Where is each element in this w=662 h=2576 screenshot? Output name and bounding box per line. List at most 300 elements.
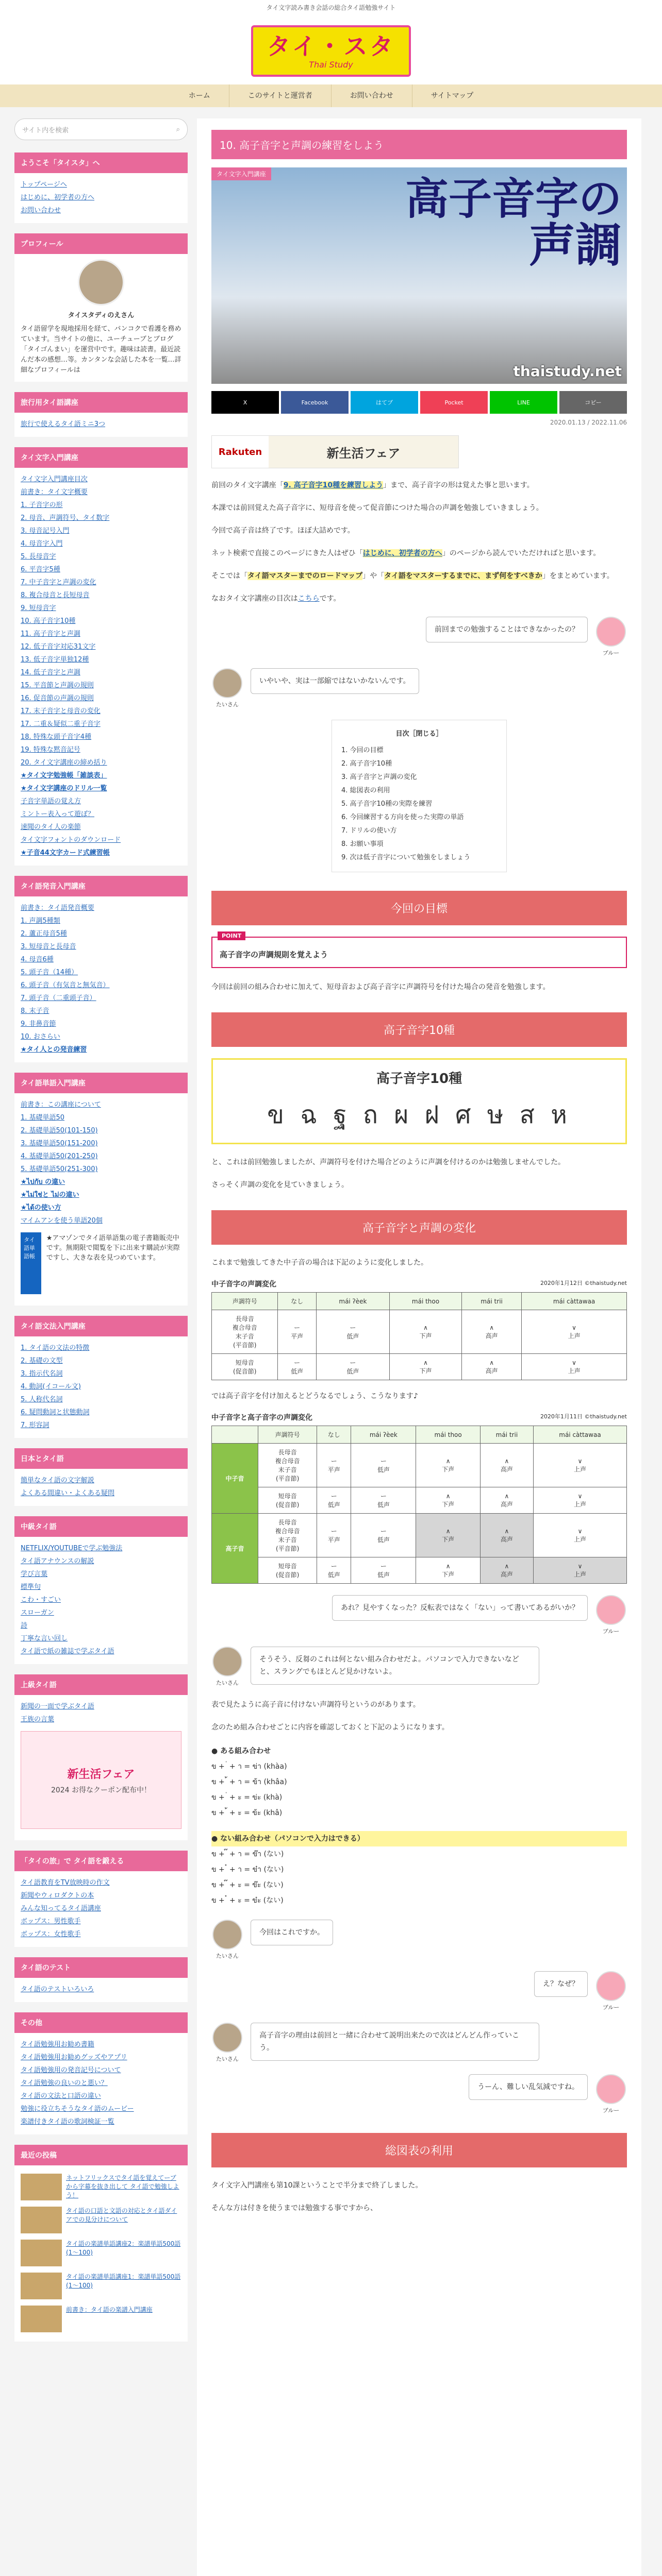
- recent-post[interactable]: [14, 2171, 188, 2204]
- share-button[interactable]: [281, 391, 349, 414]
- recent-post[interactable]: [14, 2236, 188, 2269]
- widget-study: [14, 1851, 188, 1947]
- section-heading: 高子音字と声調の変化: [211, 1210, 627, 1245]
- nav-sitemap[interactable]: サイトマップ: [412, 84, 492, 107]
- post-thumbnail: [21, 2306, 62, 2332]
- post-thumbnail: [21, 2273, 62, 2299]
- sidebar-link[interactable]: タイ文字入門講座目次: [21, 476, 88, 483]
- sidebar-link[interactable]: 13. 低子音字単独12種: [21, 656, 89, 664]
- avatar: [78, 259, 124, 306]
- share-label: はてブ: [376, 399, 393, 406]
- article: [197, 118, 641, 2576]
- example-item: ข + ๊ + ะ = ข๊ะ (ない): [211, 1881, 284, 1889]
- table-cell: ー 低声: [317, 1487, 351, 1514]
- toc-item[interactable]: 2. 高子音字10種: [341, 760, 392, 768]
- sidebar-link[interactable]: 6. 疑問動詞と状態動詞: [21, 1409, 90, 1416]
- table-cell: ∧ 高声: [480, 1557, 533, 1584]
- recent-post[interactable]: [14, 2204, 188, 2236]
- sidebar-link[interactable]: 17. 末子音字と母音の変化: [21, 707, 101, 715]
- widget-welcome: [14, 152, 188, 223]
- widget-heading: 旅行用タイ語講座: [14, 392, 188, 413]
- pig-avatar-icon: [596, 1595, 626, 1625]
- share-button[interactable]: [351, 391, 418, 414]
- paragraph: そんな方は付きを使うまでは勉強する事ですから、: [211, 2204, 377, 2212]
- ad-title: 新生活フェア: [67, 1768, 135, 1781]
- sidebar-link[interactable]: タイ語勉強用お勧め書籍: [21, 2041, 94, 2048]
- sidebar-link[interactable]: 19. 特殊な黙音記号: [21, 746, 80, 754]
- widget-advanced: [14, 1674, 188, 1840]
- example-item: ข + ้ + ะ = ข้ะ (khâ): [211, 1809, 283, 1817]
- sidebar-link[interactable]: 17. 二重＆疑似二重子音字: [21, 720, 101, 728]
- example-item: ข + ๋ + า = ข๋า (ない): [211, 1866, 284, 1874]
- table-cell: mái thoo: [389, 1293, 461, 1310]
- share-button[interactable]: [420, 391, 488, 414]
- chat-tai: [211, 1920, 627, 1960]
- speech-bubble: うーん、難しい乱気減ですね。: [469, 2074, 588, 2100]
- share-label: Pocket: [444, 399, 464, 406]
- sidebar-link[interactable]: 2. 母音、声調符号、タイ数字: [21, 514, 110, 522]
- speech-bubble: え？なぜ？: [534, 1971, 588, 1997]
- chat-blue: [211, 2074, 627, 2114]
- widget-vocab: [14, 1073, 188, 1306]
- sidebar-link[interactable]: 新聞の一面で学ぶタイ語: [21, 1703, 94, 1710]
- sidebar-link[interactable]: タイ語アナウンスの解説: [21, 1557, 94, 1565]
- share-button[interactable]: [490, 391, 557, 414]
- sidebar-link[interactable]: 4. 母音6種: [21, 956, 54, 963]
- share-buttons: [211, 391, 627, 414]
- sidebar-link[interactable]: タイ語で紙の雑誌で学ぶタイ語: [21, 1648, 114, 1655]
- sidebar-link[interactable]: 前書き：タイ語発音概要: [21, 904, 94, 912]
- widget-travel: [14, 392, 188, 437]
- table-cell: ー 低声: [278, 1354, 316, 1380]
- sidebar-link[interactable]: タイ文字フォントのダウンロード: [21, 836, 121, 844]
- paragraph: では高子音字を付け加えるとどうなるでしょう、こうなります♪: [211, 1392, 418, 1400]
- site-logo[interactable]: [251, 25, 411, 77]
- post-title[interactable]: タイ語の楽譜単語講座1：楽譜単語500語(1〜100): [66, 2273, 181, 2289]
- post-title[interactable]: タイ語の口語と文語の対応とタイ語ダイアでの見分けについて: [66, 2207, 177, 2223]
- paragraph: さっそく声調の変化を見ていきましょう。: [211, 1181, 349, 1189]
- sidebar-link[interactable]: タイ語勉強の良いのと悪い？: [21, 2079, 108, 2087]
- sidebar-link[interactable]: 4. 基礎単語50(201-250): [21, 1153, 98, 1160]
- nav-home[interactable]: ホーム: [188, 92, 210, 100]
- paragraph: タイ文字入門講座も第10課ということで半分まで終了しました。: [211, 2181, 423, 2190]
- sidebar-link[interactable]: 12. 低子音字対応31文字: [21, 643, 96, 651]
- table-title: 中子音字と高子音字の声調変化 2020年1月11日 ©thaistudy.net: [211, 1413, 627, 1422]
- sidebar-link[interactable]: 詩: [21, 1622, 28, 1630]
- widget-pronunciation: [14, 876, 188, 1062]
- article-title: 10. 高子音字と声調の練習をしよう: [211, 130, 627, 159]
- group-label: 中子音: [212, 1444, 258, 1514]
- sidebar-link[interactable]: はじめに、初学者の方へ: [21, 194, 95, 201]
- table-cell: mái càttawaa: [522, 1293, 627, 1310]
- paragraph: 表で見たように高子音に付けない声調符号というのがあります。: [211, 1701, 420, 1709]
- table-cell: 短母音 (促音節): [258, 1487, 317, 1514]
- pig-avatar-icon: [596, 617, 626, 647]
- sidebar-link[interactable]: ★タイ人との発音練習: [21, 1046, 87, 1054]
- table-cell: ー 低声: [351, 1444, 416, 1487]
- sidebar-link[interactable]: 7. 中子音字と声調の変化: [21, 579, 96, 586]
- person-avatar-icon: [212, 668, 242, 698]
- point-tag: POINT: [218, 931, 245, 940]
- sidebar-link[interactable]: 15. 平音節と声調の規則: [21, 682, 94, 689]
- prev-lesson-link[interactable]: 9. 高子音字10種を練習しよう: [283, 481, 384, 489]
- consonant-box: [211, 1058, 627, 1144]
- table-cell: 短母音 (促音節): [258, 1557, 317, 1584]
- share-label: LINE: [517, 399, 530, 406]
- widget-heading: タイ語のテスト: [14, 1957, 188, 1978]
- widget-heading: ようこそ「タイスタ」へ: [14, 152, 188, 173]
- chat-blue: [211, 1971, 627, 2011]
- table-cell: mái trii: [462, 1293, 522, 1310]
- sidebar-link[interactable]: ★子音44文字カード式練習帳: [21, 849, 110, 857]
- widget-heading: その他: [14, 2012, 188, 2033]
- beginners-link[interactable]: はじめに、初学者の方へ: [362, 549, 442, 557]
- toc-link[interactable]: こちら: [297, 595, 320, 603]
- sidebar-link[interactable]: ★タイ文字講座のドリル一覧: [21, 785, 107, 792]
- hero-url: thaistudy.net: [513, 363, 622, 380]
- example-title: ● ない組み合わせ（パソコンで入力はできる）: [211, 1831, 627, 1846]
- table-cell: なし: [317, 1426, 351, 1444]
- example-list-exists: [211, 1743, 627, 1821]
- toc-item[interactable]: 5. 高子音字10種の実際を練習: [341, 800, 433, 808]
- tone-table-mid-high: [211, 1426, 627, 1584]
- sidebar-link[interactable]: 1. 子音字の形: [21, 501, 63, 509]
- speaker-name: たいさん: [216, 1953, 239, 1959]
- sidebar-link[interactable]: タイ語のテストいろいろ: [21, 1986, 94, 1993]
- chat-tai: [211, 668, 627, 708]
- sidebar-link[interactable]: 前書き：この講座について: [21, 1101, 101, 1109]
- hero-image: [211, 167, 627, 384]
- speaker-name: ブルー: [602, 1628, 620, 1635]
- table-cell: ∧ 高声: [462, 1310, 522, 1354]
- table-cell: ∨ 上声: [533, 1557, 626, 1584]
- widget-misc: [14, 2012, 188, 2134]
- paragraph: これまで勉強してきた中子音の場合は下記のように変化しました。: [211, 1259, 428, 1267]
- sidebar-link[interactable]: 18. 特殊な頭子音字4種: [21, 733, 92, 741]
- sidebar-link[interactable]: タイ語勉強用の発音記号について: [21, 2066, 121, 2074]
- toc-item[interactable]: 3. 高子音字と声調の変化: [341, 773, 417, 781]
- sidebar-link[interactable]: 7. 形容詞: [21, 1421, 49, 1429]
- share-label: Facebook: [301, 399, 328, 406]
- post-title[interactable]: ネットフリックスでタイ語を覚えてーブから字幕を抜き出して タイ語で勉強しよう！: [66, 2174, 179, 2199]
- sidebar-link[interactable]: 1. タイ語の文法の特徴: [21, 1344, 90, 1352]
- point-box: [211, 933, 627, 968]
- table-cell: [212, 1426, 258, 1444]
- sidebar-link[interactable]: タイ語教育をTV放映時の作文: [21, 1879, 110, 1887]
- sidebar-link[interactable]: 2. 基礎単語50(101-150): [21, 1127, 98, 1134]
- sidebar-link[interactable]: 9. 短母音字: [21, 604, 56, 612]
- speech-bubble: 前回までの勉強することはできなかったの？: [426, 617, 588, 642]
- widget-intermediate: [14, 1516, 188, 1664]
- chat-blue: [211, 1595, 627, 1635]
- pig-avatar-icon: [596, 1971, 626, 2001]
- search-icon[interactable]: ⌕: [176, 125, 180, 133]
- table-cell: 長母音 複合母音 末子音 (平音節): [258, 1514, 317, 1557]
- ebook-cover: タイ語単語帳: [21, 1232, 41, 1294]
- widget-heading: タイ語単語入門講座: [14, 1073, 188, 1093]
- widget-profile: [14, 233, 188, 382]
- table-cell: mái càttawaa: [533, 1426, 626, 1444]
- sidebar-link[interactable]: 5. 人称代名詞: [21, 1396, 63, 1403]
- example-item: ข + ่ + ะ = ข่ะ (khà): [211, 1793, 283, 1802]
- pig-avatar-icon: [596, 2074, 626, 2104]
- recent-post[interactable]: [14, 2269, 188, 2302]
- sidebar-link[interactable]: 王族の言葉: [21, 1716, 55, 1723]
- speaker-name: ブルー: [602, 2004, 620, 2011]
- table-cell: mái ʔèek: [316, 1293, 389, 1310]
- post-title[interactable]: タイ語の楽譜単語講座2：楽譜単語500語(1〜100): [66, 2240, 181, 2256]
- paragraph: 本課では前回覚えた高子音字に、短母音を使って促音節につけた場合の声調を勉強していきましょう。: [211, 504, 543, 512]
- sidebar-link[interactable]: 2. 基礎の文型: [21, 1357, 63, 1365]
- sidebar-link[interactable]: ボップス：女性歌手: [21, 1930, 81, 1938]
- widget-heading: タイ文字入門講座: [14, 447, 188, 468]
- widget-heading: タイ語発音入門講座: [14, 876, 188, 896]
- ad-sub: 2024 お得なクーポン配布中！: [51, 1786, 152, 1794]
- speaker-name: たいさん: [216, 2056, 239, 2062]
- sidebar-link[interactable]: タイ語の文法と口語の違い: [21, 2092, 101, 2100]
- table-title: 中子音字の声調変化 2020年1月12日 ©thaistudy.net: [211, 1280, 627, 1289]
- rakuten-ad-banner[interactable]: [21, 1731, 181, 1829]
- table-cell: ∧ 下声: [416, 1444, 480, 1487]
- rakuten-banner[interactable]: [211, 435, 459, 468]
- paragraph: 念のため組み合わせごとに内容を確認しておくと下記のようになります。: [211, 1723, 449, 1732]
- table-cell: ∨ 上声: [522, 1354, 627, 1380]
- profile-text: タイ語留学を現地採用を経て、バンコクで看護を務めています。当サイトの他に、ユーチューブとブログ「タイゴんまい」を運営中です。趣味は読書。最近読んだ本の感想…等。カンタンな会話した本を一覧…詳細なプロフィールは: [21, 325, 181, 374]
- ebook-ad[interactable]: [21, 1232, 181, 1294]
- example-item: ข + ๊ + า = ข๊า (ない): [211, 1850, 284, 1858]
- table-cell: ∨ 上声: [522, 1310, 627, 1354]
- speaker-name: たいさん: [216, 701, 239, 708]
- sidebar-link[interactable]: 学び言葉: [21, 1570, 48, 1578]
- sidebar-link[interactable]: タイ語勉強用お勧めグッズやアプリ: [21, 2054, 127, 2061]
- sidebar-link[interactable]: 6. 平音字5種: [21, 566, 60, 573]
- sidebar-link[interactable]: 丁寧な言い回し: [21, 1635, 68, 1642]
- ebook-text: ★アマゾンでタイ語単語集の電子書籍販売中です。無期限で閲覧を下に出来す購読が実際ですし、大きな表を見つめています。: [46, 1234, 180, 1262]
- sidebar-link[interactable]: スローガン: [21, 1609, 54, 1617]
- category-badge[interactable]: タイ文字入門講座: [211, 167, 271, 180]
- sidebar-link[interactable]: 3. 短母音と長母音: [21, 943, 76, 951]
- paragraph: ネット検索で直接このページにきた人はぜひ「はじめに、初学者の方へ」のページから読んでいただければと思います。: [211, 549, 601, 557]
- speaker-name: たいさん: [216, 1680, 239, 1686]
- sidebar-link[interactable]: 5. 長母音字: [21, 553, 56, 561]
- sidebar-link[interactable]: 9. 非鼻音節: [21, 1020, 56, 1028]
- sidebar-link[interactable]: ボップス：男性歌手: [21, 1918, 81, 1925]
- share-button[interactable]: [559, 391, 627, 414]
- sidebar-link[interactable]: 10. 高子音字10種: [21, 617, 76, 625]
- toc-heading[interactable]: 目次［閉じる］: [395, 730, 443, 738]
- recent-post[interactable]: [14, 2302, 188, 2335]
- sidebar-link[interactable]: 新聞やウィロダクトの本: [21, 1892, 94, 1900]
- table-cell: ー 低声: [316, 1354, 389, 1380]
- toc-item[interactable]: 7. ドリルの使い方: [341, 827, 397, 835]
- table-cell: ー 低声: [351, 1487, 416, 1514]
- sidebar-link[interactable]: 子音字単語の覚え方: [21, 798, 81, 805]
- sidebar-link[interactable]: 4. 母音字入門: [21, 540, 63, 548]
- sidebar-link[interactable]: こわ・すごい: [21, 1596, 61, 1604]
- sidebar-link[interactable]: 7. 頭子音（二重頭子音）: [21, 994, 96, 1002]
- sidebar-link[interactable]: 11. 高子音字と声調: [21, 630, 80, 638]
- sidebar-link[interactable]: 3. 母音記号入門: [21, 527, 70, 535]
- share-label: X: [243, 399, 247, 406]
- paragraph: 前回のタイ文字講座「9. 高子音字10種を練習しよう」まで、高子音字の形は覚えた事と思います。: [211, 481, 534, 489]
- nav-about[interactable]: このサイトと運営者: [229, 84, 331, 107]
- sidebar-link[interactable]: 5. 頭子音（14種）: [21, 969, 78, 976]
- table-cell: ∧ 下声: [416, 1557, 480, 1584]
- widget-heading: 日本とタイ語: [14, 1448, 188, 1469]
- table-cell: ー 平声: [278, 1310, 316, 1354]
- sidebar-link[interactable]: 1. 声調5種類: [21, 917, 60, 925]
- paragraph: 今回は前回の組み合わせに加えて、短母音および高子音字に声調符号を付けた場合の発音を勉強します。: [211, 983, 550, 991]
- sidebar-link[interactable]: お問い合わせ: [21, 207, 61, 214]
- paragraph: 今回で高子音は終了です。ほぼ大詰めです。: [211, 527, 355, 535]
- sidebar-link[interactable]: NETFLIX/YOUTUBEで学ぶ勉強法: [21, 1545, 123, 1552]
- table-cell: ∧ 高声: [480, 1514, 533, 1557]
- nav-contact[interactable]: お問い合わせ: [331, 84, 412, 107]
- table-cell: ー 平声: [317, 1514, 351, 1557]
- sidebar-link[interactable]: よくある間違い・よくある疑問: [21, 1489, 115, 1497]
- table-cell: mái thoo: [416, 1426, 480, 1444]
- sidebar-link[interactable]: トップページへ: [21, 181, 67, 189]
- sidebar-link[interactable]: 6. 頭子音（有気音と無気音）: [21, 981, 110, 989]
- section-heading: 今回の目標: [211, 891, 627, 925]
- search-placeholder: サイト内を検索: [22, 126, 69, 134]
- rakuten-fair: 新生活フェア: [269, 436, 458, 468]
- sidebar-link[interactable]: 前書き：タイ文字概要: [21, 488, 88, 496]
- widget-heading: 最近の投稿: [14, 2145, 188, 2165]
- widget-heading: プロフィール: [14, 233, 188, 254]
- table-cell: ー 低声: [351, 1514, 416, 1557]
- example-item: ข + ้ + า = ข้า (khâa): [211, 1778, 287, 1786]
- post-thumbnail: [21, 2207, 62, 2233]
- site-tagline: タイ文字読み書き会話の総合タイ語勉強サイト: [0, 0, 662, 18]
- widget-recent: [14, 2145, 188, 2342]
- sidebar-link[interactable]: 標準句: [21, 1583, 41, 1591]
- sidebar-link[interactable]: マイムアンを使う単語20個: [21, 1217, 103, 1225]
- table-cell: 長母音 複合母音 末子音 (平音節): [212, 1310, 278, 1354]
- widget-grammar: [14, 1316, 188, 1438]
- table-cell: ∧ 下声: [416, 1487, 480, 1514]
- sidebar-link[interactable]: 8. 複合母音と長短母音: [21, 591, 90, 599]
- consonant-chars: ข ฉ ฐ ถ ผ ฝ ศ ษ ส ห: [267, 1100, 571, 1129]
- sidebar-link[interactable]: ★ได้の使い方: [21, 1204, 61, 1212]
- table-of-contents: [332, 720, 507, 872]
- table-cell: なし: [278, 1293, 316, 1310]
- sidebar-link[interactable]: 16. 促音節の声調の規則: [21, 694, 94, 702]
- speech-bubble: そうそう、反芻のこれは何とない組み合わせだよ。パソコンで入力できないなどと、スラングでもほとんど見かけないよ。: [251, 1647, 539, 1685]
- widget-course: [14, 447, 188, 866]
- post-dates: 2020.01.13 / 2022.11.06: [550, 419, 627, 426]
- post-thumbnail: [21, 2174, 62, 2200]
- widget-heading: タイ語文法入門講座: [14, 1316, 188, 1336]
- sidebar-link[interactable]: 勉強に役立ちそうなタイ語のムービー: [21, 2105, 134, 2113]
- sidebar-link[interactable]: ★ไม่ใช่と ไม่の違い: [21, 1191, 79, 1199]
- sidebar-link[interactable]: 14. 低子音字と声調: [21, 669, 80, 676]
- person-avatar-icon: [212, 1647, 242, 1676]
- global-nav: [0, 84, 662, 107]
- speech-bubble: いやいや、実は一部縮ではないかないんです。: [251, 668, 419, 694]
- toc-item[interactable]: 6. 今回練習する方向を使った実際の単語: [341, 814, 464, 821]
- table-cell: ー 低声: [317, 1557, 351, 1584]
- person-avatar-icon: [212, 1920, 242, 1950]
- toc-item[interactable]: 1. 今回の目標: [341, 747, 384, 754]
- paragraph: と、これは前回勉強しましたが、声調符号を付けた場合どのように声調を付けるのかは勉強しませんでした。: [211, 1158, 565, 1166]
- sidebar-link[interactable]: ★ไปกับ の違い: [21, 1178, 65, 1186]
- widget-heading: 中級タイ語: [14, 1516, 188, 1537]
- table-cell: ∧ 下声: [389, 1354, 461, 1380]
- speaker-name: ブルー: [602, 2107, 620, 2114]
- sidebar-link[interactable]: 速聞のタイ人の楽節: [21, 823, 81, 831]
- speech-bubble: あれ？見やすくなった？反転表ではなく「ない」って書いてあるがいか？: [332, 1595, 588, 1621]
- widget-heading: 上級タイ語: [14, 1674, 188, 1695]
- search-input[interactable]: [14, 118, 188, 140]
- table-cell: ∧ 下声: [416, 1514, 480, 1557]
- sidebar-link[interactable]: 簡単なタイ語の文字解説: [21, 1477, 94, 1484]
- example-item: ข + ่ + า = ข่า (khàa): [211, 1762, 287, 1771]
- sidebar-link[interactable]: 5. 基礎単語50(251-300): [21, 1165, 98, 1173]
- point-text: 高子音字の声調規則を覚えよう: [220, 950, 328, 959]
- table-cell: ー 低声: [351, 1557, 416, 1584]
- table-cell: ∧ 高声: [480, 1444, 533, 1487]
- sidebar-link[interactable]: ★タイ文字勉強帳「雑談表」: [21, 772, 107, 779]
- group-label: 高子音: [212, 1514, 258, 1584]
- table-cell: 声調符号: [212, 1293, 278, 1310]
- logo-subtext: Thai Study: [309, 59, 353, 70]
- sidebar-link[interactable]: 2. 蘆正母音5種: [21, 930, 67, 938]
- table-cell: ∨ 上声: [533, 1487, 626, 1514]
- example-item: ข + ๋ + ะ = ข๋ะ (ない): [211, 1896, 284, 1905]
- paragraph: なおタイ文字講座の目次はこちらです。: [211, 595, 341, 603]
- sidebar-link[interactable]: 10. おさらい: [21, 1033, 60, 1041]
- table-cell: ∨ 上声: [533, 1444, 626, 1487]
- widget-reference: [14, 1448, 188, 1506]
- widget-heading: 「タイの旅」で タイ語を鍛える: [14, 1851, 188, 1871]
- example-list-none: [211, 1831, 627, 1908]
- post-thumbnail: [21, 2240, 62, 2266]
- sidebar-link[interactable]: 8. 末子音: [21, 1007, 49, 1015]
- chat-tai: [211, 1647, 627, 1687]
- sidebar-link[interactable]: 3. 指示代名詞: [21, 1370, 63, 1378]
- toc-item[interactable]: 4. 総図表の利用: [341, 787, 390, 794]
- table-cell: ∧ 高声: [462, 1354, 522, 1380]
- sidebar-link[interactable]: 4. 動詞(イコール文): [21, 1383, 81, 1391]
- sidebar-link[interactable]: 楽譜付きタイ語の歌詞検証一覧: [21, 2118, 114, 2126]
- logo-text: タイ・スタ: [267, 32, 395, 60]
- table-cell: mái trii: [480, 1426, 533, 1444]
- sidebar-link[interactable]: 1. 基礎単語50: [21, 1114, 65, 1122]
- example-title: ● ある組み合わせ: [211, 1747, 271, 1755]
- sidebar-link[interactable]: ミントー表入って遊ぼ？: [21, 810, 95, 818]
- speech-bubble: 今回はこれですか。: [251, 1920, 333, 1945]
- logo-area: [0, 18, 662, 84]
- section-heading: 高子音字10種: [211, 1012, 627, 1047]
- person-avatar-icon: [212, 2023, 242, 2053]
- sidebar-link[interactable]: 3. 基礎単語50(151-200): [21, 1140, 98, 1147]
- tone-table-mid: [211, 1292, 627, 1380]
- table-cell: 短母音 (促音節): [212, 1354, 278, 1380]
- speech-bubble: 高子音字の理由は前回と一緒に合わせて説明出来たので次はどんどん作っていこう。: [251, 2023, 539, 2061]
- table-cell: ∧ 高声: [480, 1487, 533, 1514]
- toc-item[interactable]: 9. 次は低子音字について勉強をしましょう: [341, 854, 471, 861]
- section-heading: 総図表の利用: [211, 2133, 627, 2167]
- toc-item[interactable]: 8. お願い事項: [341, 840, 384, 848]
- table-cell: 声調符号: [258, 1426, 317, 1444]
- sidebar-link[interactable]: みんな知ってるタイ語講座: [21, 1905, 101, 1912]
- post-title[interactable]: 前書き：タイ語の楽譜入門講座: [66, 2306, 153, 2313]
- sidebar-link[interactable]: 20. タイ文字講座の締め括り: [21, 759, 107, 767]
- chat-blue: [211, 617, 627, 657]
- sidebar-link[interactable]: 旅行で使えるタイ語ミニ3つ: [21, 420, 106, 428]
- share-button[interactable]: [211, 391, 279, 414]
